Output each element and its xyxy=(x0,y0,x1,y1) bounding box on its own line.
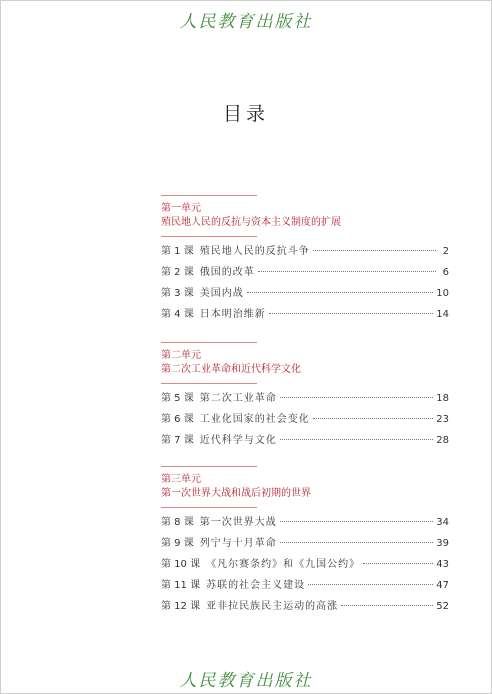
unit-subtitle: 第一次世界大战和战后初期的世界 xyxy=(161,488,311,499)
lesson-title: 《凡尔赛条约》和《九国公约》 xyxy=(206,559,361,570)
lesson-number: 第 10 课 xyxy=(161,559,201,570)
leader-dots xyxy=(280,521,434,522)
page-title: 目录 xyxy=(222,103,269,125)
lesson-title: 美国内战 xyxy=(199,288,244,299)
leader-dots xyxy=(313,418,434,419)
toc-entry-lesson-11[interactable] xyxy=(161,575,449,596)
leader-dots xyxy=(269,313,434,314)
toc-entry-lesson-7[interactable] xyxy=(161,430,449,451)
unit-divider xyxy=(161,466,257,467)
unit-label: 第三单元 xyxy=(161,474,201,485)
lesson-number: 第 6 课 xyxy=(161,414,194,425)
page-number: 28 xyxy=(436,435,449,446)
unit-section-3 xyxy=(161,466,449,617)
toc-entry-lesson-10[interactable] xyxy=(161,554,449,575)
leader-dots xyxy=(363,563,433,564)
lesson-title: 日本明治维新 xyxy=(199,309,266,320)
publisher-logo-top: 人民教育出版社 xyxy=(179,12,313,32)
lesson-title: 工业化国家的社会变化 xyxy=(199,414,310,425)
toc-entry-lesson-6[interactable] xyxy=(161,409,449,430)
leader-dots xyxy=(280,542,434,543)
toc-entry-lesson-3[interactable] xyxy=(161,283,449,304)
toc-entry-lesson-12[interactable] xyxy=(161,596,449,617)
lesson-title: 第二次工业革命 xyxy=(199,393,277,404)
leader-dots xyxy=(280,397,434,398)
lesson-title: 第一次世界大战 xyxy=(199,517,277,528)
lesson-title: 列宁与十月革命 xyxy=(199,538,277,549)
unit-subtitle: 第二次工业革命和近代科学文化 xyxy=(161,364,301,375)
toc-entry-lesson-8[interactable] xyxy=(161,512,449,533)
lesson-number: 第 12 课 xyxy=(161,601,201,612)
leader-dots xyxy=(341,605,433,606)
lesson-title: 近代科学与文化 xyxy=(199,435,277,446)
unit-divider xyxy=(161,342,257,343)
lesson-number: 第 5 课 xyxy=(161,393,194,404)
lesson-title: 亚非拉民族民主运动的高涨 xyxy=(206,601,339,612)
lesson-number: 第 2 课 xyxy=(161,267,194,278)
leader-dots xyxy=(247,292,434,293)
lesson-title: 殖民地人民的反抗斗争 xyxy=(199,246,310,257)
page-number: 43 xyxy=(436,559,449,570)
publisher-logo-bottom: 人民教育出版社 xyxy=(179,671,313,691)
lesson-title: 俄国的改革 xyxy=(199,267,255,278)
page-number: 34 xyxy=(436,517,449,528)
page-number: 6 xyxy=(442,267,449,278)
unit-section-1 xyxy=(161,195,449,325)
page-number: 2 xyxy=(442,246,449,257)
page-number: 52 xyxy=(436,601,449,612)
lesson-number: 第 9 课 xyxy=(161,538,194,549)
lesson-number: 第 7 课 xyxy=(161,435,194,446)
toc-entry-lesson-5[interactable] xyxy=(161,388,449,409)
lesson-number: 第 11 课 xyxy=(161,580,201,591)
leader-dots xyxy=(313,250,436,251)
lesson-number: 第 4 课 xyxy=(161,309,194,320)
leader-dots xyxy=(308,584,433,585)
lesson-title: 苏联的社会主义建设 xyxy=(206,580,306,591)
toc-entry-lesson-1[interactable] xyxy=(161,241,449,262)
leader-dots xyxy=(258,271,436,272)
page-number: 10 xyxy=(436,288,449,299)
unit-subtitle: 殖民地人民的反抗与资本主义制度的扩展 xyxy=(161,217,341,228)
page-number: 47 xyxy=(436,580,449,591)
unit-label: 第二单元 xyxy=(161,350,201,361)
lesson-number: 第 1 课 xyxy=(161,246,194,257)
page-number: 14 xyxy=(436,309,449,320)
page-number: 39 xyxy=(436,538,449,549)
toc-entry-lesson-2[interactable] xyxy=(161,262,449,283)
page-number: 18 xyxy=(436,393,449,404)
leader-dots xyxy=(280,439,434,440)
toc-entry-lesson-4[interactable] xyxy=(161,304,449,325)
toc-entry-lesson-9[interactable] xyxy=(161,533,449,554)
unit-section-2 xyxy=(161,342,449,451)
lesson-number: 第 8 课 xyxy=(161,517,194,528)
unit-label: 第一单元 xyxy=(161,203,201,214)
unit-divider xyxy=(161,195,257,196)
lesson-number: 第 3 课 xyxy=(161,288,194,299)
page-number: 23 xyxy=(436,414,449,425)
